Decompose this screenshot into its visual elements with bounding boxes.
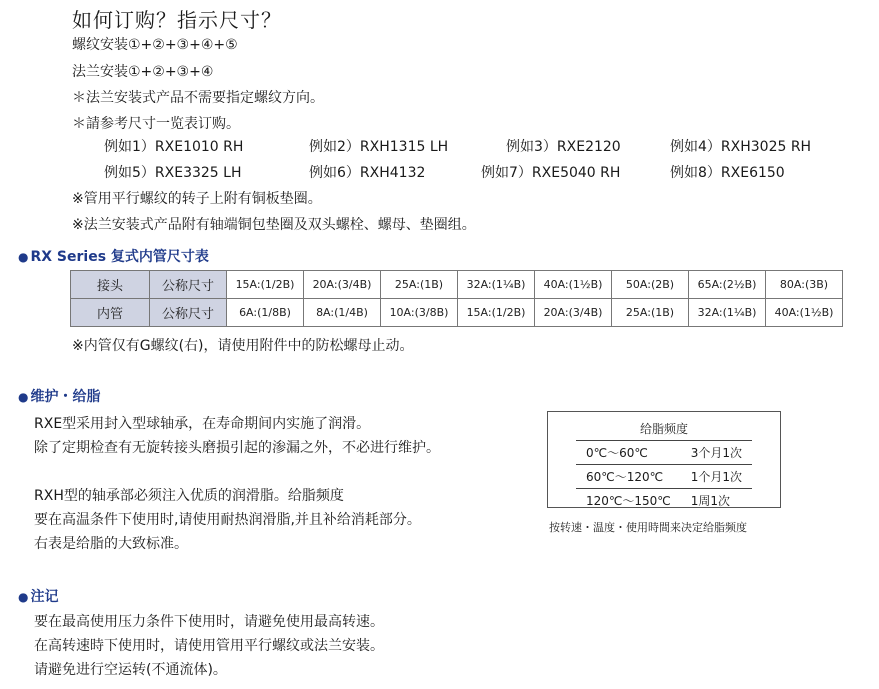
table-row <box>71 271 843 299</box>
freq-cell: 3个月1次 <box>681 441 752 465</box>
example-5: 例如5）RXE3325 LH <box>104 165 242 181</box>
inner-tube-note: ※内管仅有G螺纹(右)，请使用附件中的防松螺母止动。 <box>72 338 414 354</box>
bullet-icon: ● <box>18 390 29 404</box>
freq-cell: 1个月1次 <box>681 465 752 489</box>
example-4: 例如4）RXH3025 RH <box>670 139 812 155</box>
table-cell: 10A:(3/8B) <box>381 299 458 327</box>
thread-install-line: 螺纹安装①+②+③+④+⑤ <box>72 37 238 53</box>
table-cell: 25A:(1B) <box>381 271 458 299</box>
rx-section-heading <box>18 246 209 266</box>
maint-line-2: 除了定期检查有无旋转接头磨损引起的渗漏之外，不必进行维护。 <box>34 440 440 456</box>
flange-install-line: 法兰安装①+②+③+④ <box>72 64 214 80</box>
note-flange-parts: ※法兰安装式产品附有轴端铜包垫圈及双头螺栓、螺母、垫圈组。 <box>72 217 476 233</box>
grease-frequency-table <box>576 418 752 512</box>
row-label: 内管 <box>71 299 150 327</box>
table-row <box>576 441 752 465</box>
table-cell: 6A:(1/8B) <box>227 299 304 327</box>
notice-section-title: 注记 <box>30 589 59 605</box>
table-row <box>576 465 752 489</box>
maint-section-title: 维护・给脂 <box>30 389 101 405</box>
example-1: 例如1）RXE1010 RH <box>104 139 244 155</box>
note-washer: ※管用平行螺纹的转子上附有铜板垫圈。 <box>72 191 322 207</box>
row-label: 接头 <box>71 271 150 299</box>
example-8: 例如8）RXE6150 <box>670 165 785 181</box>
example-6: 例如6）RXH4132 <box>309 165 426 181</box>
table-cell: 40A:(1½B) <box>535 271 612 299</box>
bullet-icon: ● <box>18 590 29 604</box>
table-header-row <box>576 418 752 441</box>
table-cell: 40A:(1½B) <box>766 299 843 327</box>
table-cell: 25A:(1B) <box>612 299 689 327</box>
temp-cell: 60℃～120℃ <box>576 465 681 489</box>
notice-line-2: 在高转速時下使用时，请使用管用平行螺纹或法兰安装。 <box>34 638 384 654</box>
rx-section-title: RX Series 复式内管尺寸表 <box>30 249 209 265</box>
order-note-line: ＊請参考尺寸一览表订购。 <box>72 116 240 132</box>
table-row <box>71 299 843 327</box>
notice-line-3: 请避免进行空运转(不通流体)。 <box>34 662 227 678</box>
example-3: 例如3）RXE2120 <box>506 139 621 155</box>
maint-line-5: 要在高温条件下使用时,请使用耐热润滑脂,并且补给消耗部分。 <box>34 512 421 528</box>
table-cell: 20A:(3/4B) <box>304 271 381 299</box>
table-cell: 32A:(1¼B) <box>689 299 766 327</box>
table-cell: 8A:(1/4B) <box>304 299 381 327</box>
row-sublabel: 公称尺寸 <box>150 271 227 299</box>
maint-line-6: 右表是给脂的大致标准。 <box>34 536 188 552</box>
example-7: 例如7）RXE5040 RH <box>481 165 621 181</box>
maint-line-4: RXH型的轴承部必须注入优质的润滑脂。给脂频度 <box>34 488 344 504</box>
table-row <box>576 489 752 513</box>
table-cell: 65A:(2½B) <box>689 271 766 299</box>
grease-table-caption: 按转速・温度・使用時間来决定给脂频度 <box>549 521 747 534</box>
page-title: 如何订购？指示尺寸？ <box>72 8 282 32</box>
freq-cell: 1周1次 <box>690 494 731 508</box>
table-cell: 80A:(3B) <box>766 271 843 299</box>
rx-size-table <box>70 270 843 327</box>
temp-cell: 120℃～150℃ <box>585 494 671 508</box>
table-cell: 32A:(1¼B) <box>458 271 535 299</box>
table-cell: 15A:(1/2B) <box>458 299 535 327</box>
grease-frequency-box <box>547 411 781 508</box>
temp-cell: 0℃～60℃ <box>576 441 681 465</box>
grease-table-header: 给脂频度 <box>576 418 752 441</box>
table-cell: 50A:(2B) <box>612 271 689 299</box>
bullet-icon: ● <box>18 250 29 264</box>
maint-line-1: RXE型采用封入型球轴承，在寿命期间内实施了润滑。 <box>34 416 371 432</box>
example-2: 例如2）RXH1315 LH <box>309 139 449 155</box>
row-sublabel: 公称尺寸 <box>150 299 227 327</box>
notice-line-1: 要在最高使用压力条件下使用时，请避免使用最高转速。 <box>34 614 384 630</box>
maint-section-heading <box>18 386 100 406</box>
table-cell: 15A:(1/2B) <box>227 271 304 299</box>
flange-note-line: ＊法兰安装式产品不需要指定螺纹方向。 <box>72 90 324 106</box>
notice-section-heading <box>18 586 58 606</box>
table-cell: 20A:(3/4B) <box>535 299 612 327</box>
